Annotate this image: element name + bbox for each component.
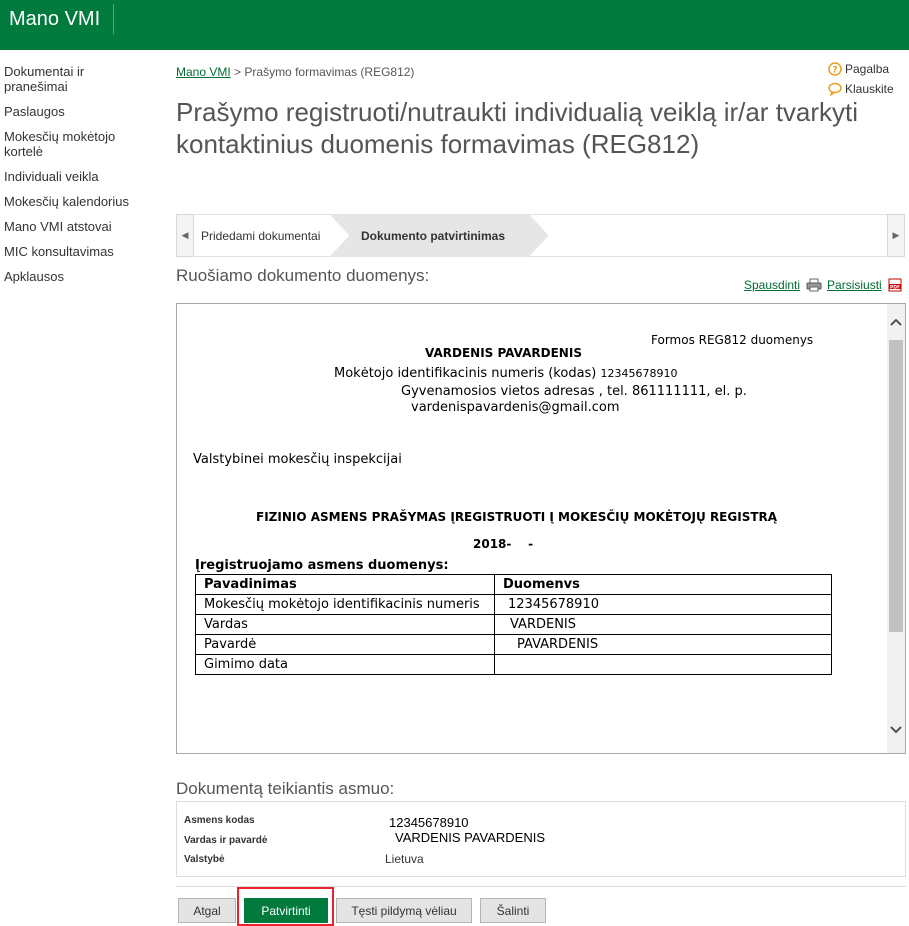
address-line: Gyvenamosios vietos adresas , tel. 861111111, el. p.	[401, 384, 747, 399]
triangle-right-icon: ▶	[892, 230, 900, 240]
taxpayer-code-value: 12345678910	[600, 367, 678, 380]
table-row	[196, 595, 832, 615]
document-actions	[744, 278, 907, 292]
step-prev-button[interactable]	[176, 214, 194, 257]
person-data-table	[195, 574, 832, 675]
code-label: Asmens kodas	[184, 815, 255, 826]
sidebar-item-services[interactable]: Paslaugos	[4, 104, 65, 119]
email-line: vardenispavardenis@gmail.com	[411, 400, 620, 415]
sidebar-item-representatives[interactable]: Mano VMI atstovai	[4, 219, 112, 234]
sidebar-item-individual-activity[interactable]: Individuali veikla	[4, 169, 99, 184]
table-row	[196, 635, 832, 655]
table-cell: Pavardė	[196, 635, 495, 655]
breadcrumb-current: Prašymo formavimas (REG812)	[244, 65, 415, 79]
sidebar-item-mic-consulting[interactable]: MIC konsultavimas	[4, 244, 114, 259]
table-cell: 12345678910	[495, 595, 832, 615]
table-header-cell: Duomenvs	[495, 575, 832, 595]
help-label[interactable]: Pagalba	[845, 62, 890, 76]
sidebar-item-taxpayer-card[interactable]: Mokesčių mokėtojo kortelė	[4, 129, 116, 159]
document-content	[177, 304, 887, 753]
form-title: Formos REG812 duomenys	[651, 333, 814, 347]
sidebar	[4, 64, 164, 294]
printer-icon[interactable]	[806, 278, 822, 292]
country-value: Lietuva	[385, 852, 424, 866]
table-cell: VARDENIS	[495, 615, 832, 635]
table-header-row	[196, 575, 832, 595]
step-document-confirmation[interactable]: Dokumento patvirtinimas	[361, 229, 506, 243]
chevron-up-icon[interactable]	[890, 318, 902, 326]
confirm-highlight-box	[237, 887, 334, 926]
sidebar-item-tax-calendar[interactable]: Mokesčių kalendorius	[4, 194, 130, 209]
triangle-left-icon: ◀	[181, 230, 189, 240]
request-heading: FIZINIO ASMENS PRAŠYMAS ĮREGISTRUOTI Į MOKESČIŲ MOKĖTOJŲ REGISTRĄ	[256, 510, 778, 524]
table-cell	[495, 655, 832, 675]
print-link[interactable]: Spausdinti	[744, 278, 801, 292]
help-link[interactable]	[828, 59, 894, 79]
sidebar-item-documents[interactable]: Dokumentai ir pranešimai	[4, 64, 85, 94]
app-title[interactable]: Mano VMI	[9, 8, 101, 30]
pdf-icon[interactable]	[888, 278, 902, 292]
step-attached-documents[interactable]: Pridedami dokumentai	[201, 229, 321, 243]
request-date: 2018- -	[473, 537, 534, 551]
submitter-section-title: Dokumentą teikiantis asmuo:	[176, 779, 395, 798]
svg-text:PDF: PDF	[889, 285, 900, 291]
help-links	[828, 59, 894, 99]
step-next-button[interactable]	[887, 214, 905, 257]
svg-text:?: ?	[832, 65, 838, 76]
breadcrumb-home-link[interactable]: Mano VMI	[176, 65, 231, 79]
question-icon	[828, 62, 842, 76]
breadcrumb	[176, 65, 414, 79]
breadcrumb-separator: >	[234, 65, 242, 79]
page-title: Prašymo registruoti/nutraukti individualią veiklą ir/ar tvarkyti kontaktinius duomenis formavimas (REG812)	[176, 97, 859, 159]
download-link[interactable]: Parsisiusti	[827, 278, 882, 292]
taxpayer-code-label: Mokėtojo identifikacinis numeris (kodas)	[334, 366, 597, 381]
name-label: Vardas ir pavardė	[184, 835, 268, 846]
delete-button[interactable]: Šalinti	[480, 898, 546, 923]
table-header-cell: Pavadinimas	[196, 575, 495, 595]
scrollbar-thumb[interactable]	[889, 340, 903, 632]
continue-later-button[interactable]: Tęsti pildymą vėliau	[336, 898, 472, 923]
country-label: Valstybė	[184, 854, 225, 865]
taxpayer-code-line	[334, 366, 678, 381]
document-scrollbar[interactable]	[887, 304, 905, 753]
chevron-down-icon[interactable]	[890, 726, 902, 734]
ask-label[interactable]: Klauskite	[845, 82, 894, 96]
table-cell: Mokesčių mokėtojo identifikacinis numeris	[196, 595, 495, 615]
applicant-name: VARDENIS PAVARDENIS	[425, 346, 582, 360]
name-value: VARDENIS PAVARDENIS	[395, 830, 546, 845]
sidebar-item-surveys[interactable]: Apklausos	[4, 269, 64, 284]
back-button[interactable]: Atgal	[178, 898, 236, 923]
table-row	[196, 615, 832, 635]
document-section-title: Ruošiamo dokumento duomenys:	[176, 266, 430, 285]
table-row	[196, 655, 832, 675]
speech-bubble-icon	[828, 82, 842, 96]
confirm-button[interactable]: Patvirtinti	[244, 898, 328, 923]
table-cell: Gimimo data	[196, 655, 495, 675]
recipient-line: Valstybinei mokesčių inspekcijai	[193, 452, 402, 467]
table-cell: PAVARDENIS	[495, 635, 832, 655]
header-divider	[113, 4, 114, 34]
persons-section-title: Įregistruojamo asmens duomenys:	[195, 558, 449, 573]
top-header	[0, 0, 909, 50]
table-cell: Vardas	[196, 615, 495, 635]
step-bar	[194, 214, 887, 257]
step-navigator	[176, 214, 906, 257]
code-value: 12345678910	[389, 815, 469, 830]
submitter-panel	[176, 801, 906, 877]
document-preview[interactable]	[176, 303, 906, 754]
